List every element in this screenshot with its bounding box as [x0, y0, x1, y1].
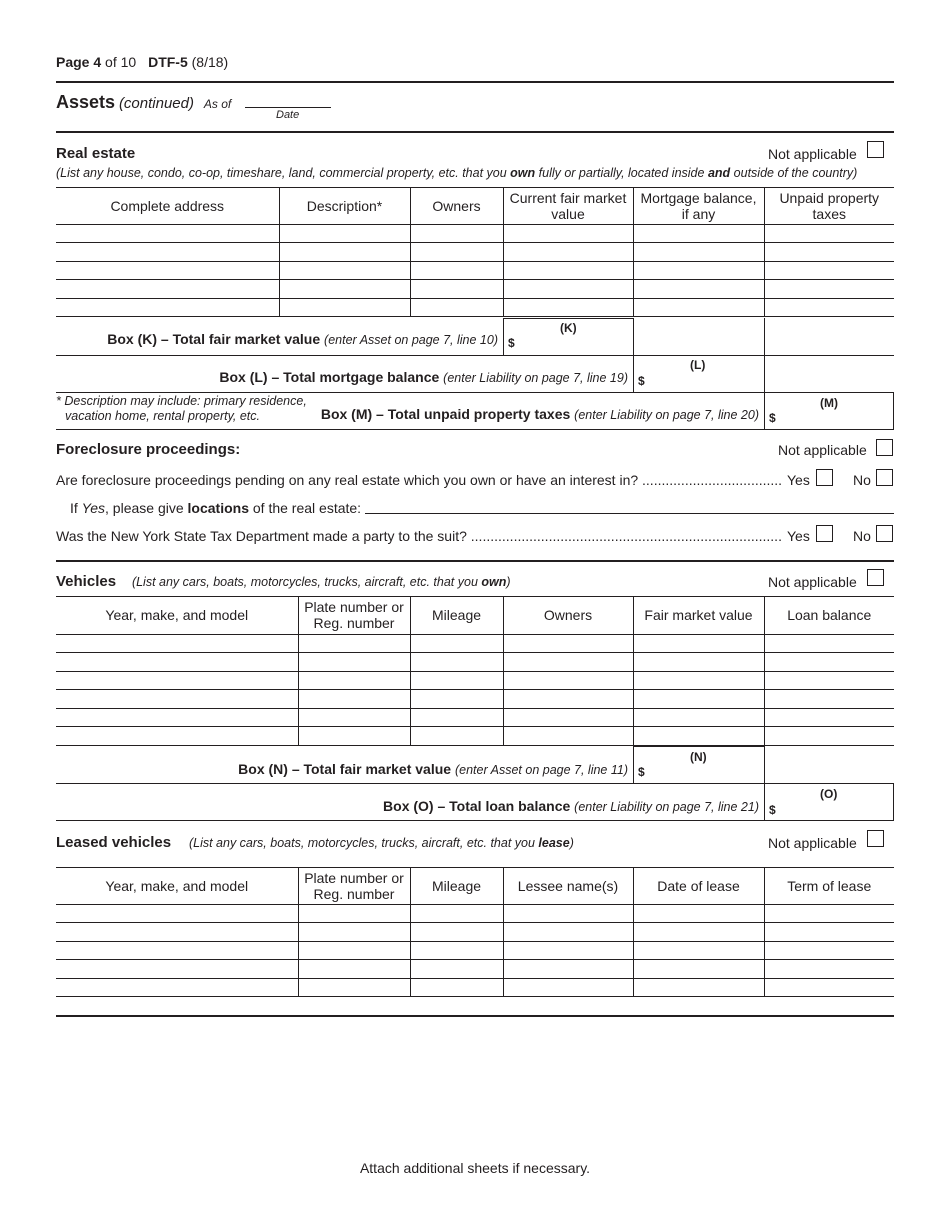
- divider: [56, 1015, 894, 1017]
- table-row: [56, 923, 894, 942]
- column-header: Unpaid property taxes: [764, 188, 894, 224]
- column-header: Description*: [279, 188, 410, 224]
- party-no-checkbox[interactable]: [876, 525, 893, 542]
- table-row: [56, 224, 894, 243]
- dollar-sign: $: [638, 765, 645, 779]
- column-header: Mortgage balance, if any: [633, 188, 764, 224]
- dollar-sign: $: [508, 336, 515, 350]
- box-l-label: Box (L) – Total mortgage balance (enter Liability on page 7, line 19): [219, 369, 628, 385]
- box-k-letter: (K): [560, 321, 577, 335]
- leased-heading-row: [56, 834, 574, 851]
- column-header: Owners: [410, 188, 503, 224]
- table-row: [56, 261, 894, 280]
- column-header: Current fair market value: [503, 188, 633, 224]
- vehicles-heading: Vehicles: [56, 573, 117, 590]
- divider: [56, 429, 894, 430]
- dollar-sign: $: [638, 374, 645, 388]
- table-row: [56, 690, 894, 709]
- leased-not-applicable-checkbox[interactable]: [867, 830, 884, 847]
- foreclosure-question-party: Was the New York State Tax Department made a party to the suit? ................................................................................: [56, 528, 782, 544]
- attach-sheets-note: Attach additional sheets if necessary.: [359, 1160, 591, 1176]
- table-row: [56, 243, 894, 262]
- divider: [56, 355, 894, 356]
- page-label: Page: [56, 54, 90, 70]
- divider: [56, 81, 894, 83]
- table-row: [56, 941, 894, 960]
- column-header: Lessee name(s): [503, 868, 633, 904]
- leased-instructions: (List any cars, boats, motorcycles, trucks, aircraft, etc. that you lease): [188, 836, 574, 850]
- column-header: Term of lease: [764, 868, 894, 904]
- column-header: Year, make, and model: [56, 597, 298, 634]
- foreclosure-not-applicable-label: Not applicable: [778, 442, 867, 458]
- column-header: Mileage: [410, 868, 503, 904]
- leased-vehicles-heading: Leased vehicles: [56, 834, 172, 851]
- divider: [56, 560, 894, 562]
- vehicles-not-applicable-label: Not applicable: [768, 574, 857, 590]
- date-caption: Date: [276, 109, 300, 121]
- column-header: Mileage: [410, 597, 503, 634]
- real-estate-not-applicable-checkbox[interactable]: [867, 141, 884, 158]
- pending-no-checkbox[interactable]: [876, 469, 893, 486]
- box-l-letter: (L): [690, 358, 706, 372]
- description-footnote: * Description may include: primary residence, vacation home, rental property, etc.: [56, 394, 307, 423]
- box-o-letter: (O): [820, 787, 838, 801]
- vehicles-instructions: (List any cars, boats, motorcycles, trucks, aircraft, etc. that you own): [131, 575, 511, 589]
- yes-label: Yes: [787, 472, 810, 488]
- locations-label: If Yes, please give locations of the real estate:: [70, 500, 362, 516]
- column-header: Loan balance: [764, 597, 894, 634]
- no-label: No: [853, 472, 871, 488]
- table-row: [56, 280, 894, 299]
- dollar-sign: $: [769, 411, 776, 425]
- table-row: [56, 727, 894, 746]
- divider: [56, 820, 894, 821]
- party-yes-checkbox[interactable]: [816, 525, 833, 542]
- dollar-sign: $: [769, 803, 776, 817]
- table-row: [56, 960, 894, 979]
- column-header: Plate number or Reg. number: [298, 868, 410, 904]
- page-header: [56, 54, 228, 70]
- foreclosure-heading: Foreclosure proceedings:: [56, 441, 241, 458]
- yes-label: Yes: [787, 528, 810, 544]
- box-m-label: Box (M) – Total unpaid property taxes (enter Liability on page 7, line 20): [320, 406, 759, 422]
- leased-vehicles-table: [56, 868, 894, 997]
- column-header: Complete address: [56, 188, 279, 224]
- vehicles-heading-row: [56, 573, 511, 590]
- form-revision: (8/18): [191, 54, 229, 70]
- table-row: [56, 634, 894, 653]
- table-row: [56, 653, 894, 672]
- table-row: [56, 978, 894, 997]
- column-header: Fair market value: [633, 597, 764, 634]
- column-header: Year, make, and model: [56, 868, 298, 904]
- as-of-date-field[interactable]: [245, 107, 331, 108]
- foreclosure-question-pending: Are foreclosure proceedings pending on any real estate which you own or have an interest in? ....................................: [56, 472, 783, 488]
- page-number: 4: [93, 54, 102, 70]
- real-estate-table: [56, 188, 894, 317]
- real-estate-not-applicable-label: Not applicable: [768, 146, 857, 162]
- column-header: Plate number or Reg. number: [298, 597, 410, 634]
- box-k-label: Box (K) – Total fair market value (enter Asset on page 7, line 10): [107, 331, 498, 347]
- no-label: No: [853, 528, 871, 544]
- locations-field[interactable]: [365, 513, 894, 514]
- table-row: [56, 671, 894, 690]
- real-estate-heading: Real estate: [56, 145, 136, 162]
- box-n-letter: (N): [690, 750, 707, 764]
- as-of-label: As of: [203, 97, 232, 111]
- foreclosure-not-applicable-checkbox[interactable]: [876, 439, 893, 456]
- pending-yes-checkbox[interactable]: [816, 469, 833, 486]
- assets-title: Assets: [56, 92, 116, 112]
- divider: [56, 131, 894, 133]
- table-row: [56, 708, 894, 727]
- real-estate-instructions: (List any house, condo, co-op, timeshare, land, commercial property, etc. that you own fully or partially, located inside and outside of the country): [56, 166, 858, 180]
- table-row: [56, 904, 894, 923]
- box-o-label: Box (O) – Total loan balance (enter Liability on page 7, line 21): [383, 798, 759, 814]
- section-title: [56, 92, 231, 113]
- vehicles-table: [56, 597, 894, 746]
- continued-label: (continued): [118, 95, 194, 112]
- table-row: [56, 298, 894, 317]
- column-header: Date of lease: [633, 868, 764, 904]
- box-m-letter: (M): [820, 396, 838, 410]
- column-header: Owners: [503, 597, 633, 634]
- page-of: of 10: [105, 54, 137, 70]
- form-id: DTF-5: [148, 54, 188, 70]
- vehicles-not-applicable-checkbox[interactable]: [867, 569, 884, 586]
- box-n-label: Box (N) – Total fair market value (enter Asset on page 7, line 11): [238, 761, 628, 777]
- leased-not-applicable-label: Not applicable: [768, 835, 857, 851]
